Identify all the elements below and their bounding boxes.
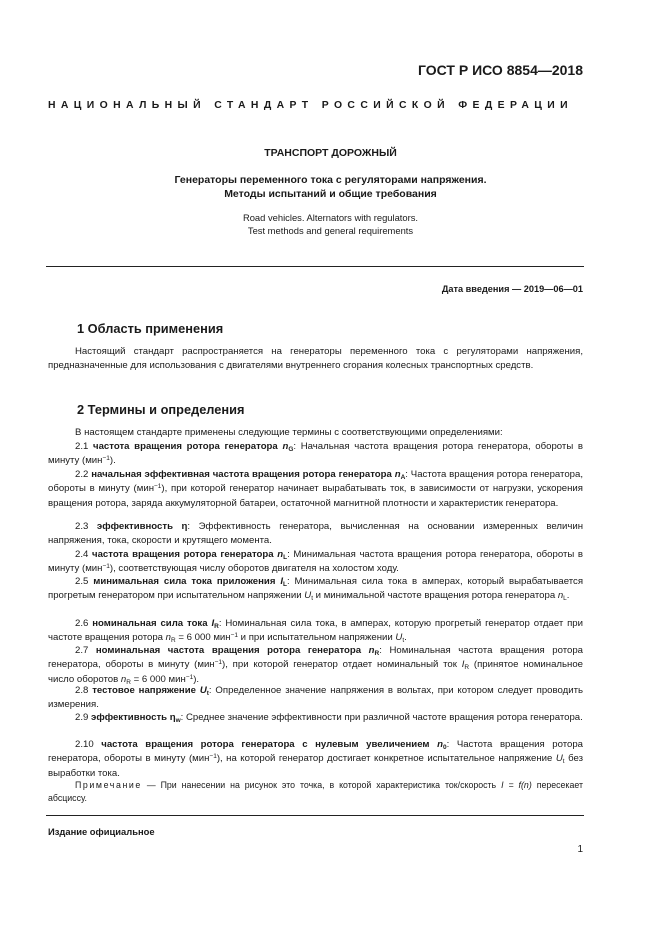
section-1-text: Настоящий стандарт распространяется на генераторы переменного тока с регуляторами напряжения, предназначенные для использования с двигателями внутреннего сгорания колесных транспортных средств. — [48, 346, 583, 372]
national-standard-banner: НАЦИОНАЛЬНЫЙ СТАНДАРТ РОССИЙСКОЙ ФЕДЕРАЦИИ — [48, 100, 574, 111]
footer-divider — [46, 815, 584, 816]
term-2-6: 2.6 номинальная сила тока $I_R$: Номинальная сила тока, в амперах, которую прогретый генератор отдает при частоте вращения ротора $n_R = 6$ 000 мин$^{-1}$ и при испытательном напряжении $U_t$. — [48, 618, 583, 645]
title-en-line2: Test methods and general requirements — [247, 225, 414, 236]
term-2-1: 2.1 частота вращения ротора генератора $n_G$: Начальная частота вращения ротора генератора, обороты в минуту (мин$^{-1}$). — [48, 441, 583, 467]
term-2-8: 2.8 тестовое напряжение $U_t$: Определенное значение напряжения в вольтах, при котором следует проводить измерения. — [48, 685, 583, 711]
official-edition-label: Издание официальное — [48, 826, 155, 837]
title-ru-line2: Методы испытаний и общие требования — [224, 188, 437, 200]
term-2-9: 2.9 эффективность $\eta_w$: Среднее значение эффективности при различной частоте вращения ротора генератора. — [75, 712, 583, 724]
term-2-4: 2.4 частота вращения ротора генератора $n_L$: Минимальная частота вращения ротора генератора, обороты в минуту (мин$^{-1}$), соответствующая числу оборотов двигателя на холостом ходу. — [48, 549, 583, 575]
document-category: ТРАНСПОРТ ДОРОЖНЫЙ — [264, 147, 397, 159]
section-2-intro: В настоящем стандарте применены следующие термины с соответствующими определениями: — [75, 427, 503, 438]
page-number: 1 — [577, 844, 583, 855]
term-2-10: 2.10 частота вращения ротора генератора с нулевым увеличением $n_0$: Частота вращения ротора генератора, обороты в минуту (мин$^{-1}$), на которой генератор достигает конкретное испытательное напряжение $U_t$ без выработки тока. — [48, 739, 584, 779]
term-2-2: 2.2 начальная эффективная частота вращения ротора генератора $n_A$: Частота вращения ротора генератора, обороты в минуту (мин$^{-1}$), при которой генератор начинает вырабатывать ток, в зависимости от нагрузки, ускорения вращения ротора, заряда аккумуляторной батареи, остаточной магнитной плотности и характеристик генератора. — [48, 469, 584, 509]
title-en-line1: Road vehicles. Alternators with regulators. — [242, 212, 419, 223]
document-title-ru — [0, 173, 661, 201]
term-2-3: 2.3 эффективность η: Эффективность генератора, вычисленная на основании измеренных величин напряжения, тока, скорости и крутящего момента. — [48, 521, 583, 547]
note-formula: I = f(n) — [501, 780, 532, 790]
note-paragraph: Примечание — При нанесении на рисунок это точка, в которой характеристика ток/скорость I = f(n) пересекает абсциссу. — [48, 780, 583, 803]
term-2-5: 2.5 минимальная сила тока приложения $I_L$: Минимальная сила тока в амперах, который вырабатывается прогретым генератором при испытательном напряжении $U_t$ и минимальной частоте вращения ротора генератора $n_L$. — [48, 576, 584, 603]
term-2-7: 2.7 номинальная частота вращения ротора генератора $n_R$: Номинальная частота вращения ротора генератора, обороты в минуту (мин$^{-1}$), при которой генератор отдает номинальный ток $I_R$ (принятое номинальное число оборотов $n_R = 6$ 000 мин$^{-1}$). — [48, 645, 583, 686]
date-of-introduction: Дата введения — 2019—06—01 — [441, 284, 583, 294]
document-title-en — [0, 211, 661, 237]
note-label: Примечание — [75, 780, 142, 790]
section-2-heading: 2 Термины и определения — [77, 402, 245, 417]
gost-number: ГОСТ Р ИСО 8854—2018 — [418, 62, 583, 78]
title-ru-line1: Генераторы переменного тока с регуляторами напряжения. — [174, 174, 487, 186]
section-1-heading: 1 Область применения — [77, 321, 224, 336]
header-divider — [46, 266, 584, 267]
